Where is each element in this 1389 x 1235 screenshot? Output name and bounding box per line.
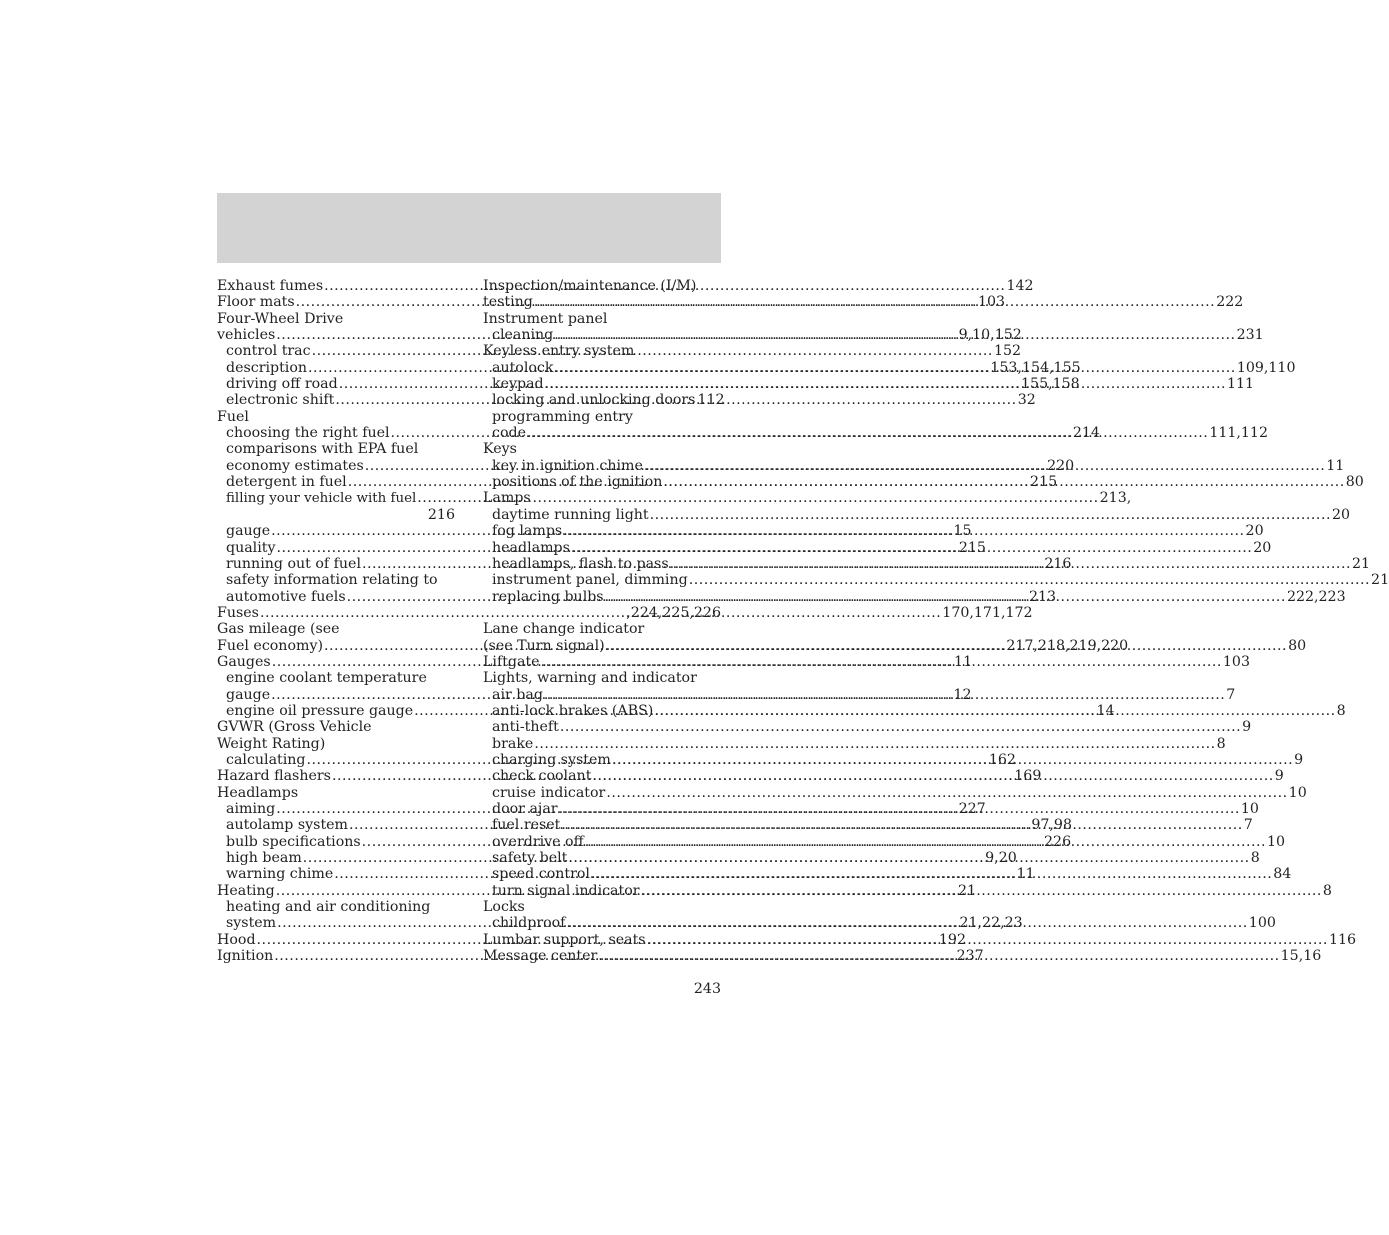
index-heading: Lamps [483, 490, 531, 507]
index-term: (see Turn signal) [483, 637, 605, 654]
index-subentry [483, 784, 1307, 801]
page-ref: 220 [1047, 457, 1075, 474]
page-ref: 10 [1288, 784, 1307, 801]
index-term: gauge [226, 686, 271, 703]
index-heading: Locks [483, 899, 525, 916]
page-ref: 112 [697, 392, 725, 409]
index-term: replacing bulbs [492, 588, 604, 605]
dot-leader [591, 866, 1272, 882]
page-ref: 214 [1072, 425, 1100, 442]
dot-leader [612, 752, 1293, 768]
page-ref: 142 [1006, 278, 1034, 294]
index-term: door ajar [492, 801, 558, 817]
index-term: Exhaust fumes [217, 278, 324, 294]
page-ref: 162 [988, 751, 1016, 768]
dot-leader [598, 948, 1279, 964]
dot-leader [560, 719, 1241, 735]
index-term: aiming [226, 801, 276, 817]
index-term: electronic shift [226, 392, 335, 409]
index-term: anti-lock brakes (ABS) [492, 702, 654, 719]
dot-leader [592, 768, 1273, 784]
page-ref: 97,98 [1031, 817, 1072, 834]
index-subentry [483, 392, 725, 409]
page-ref: 12 [953, 686, 972, 703]
dot-leader [563, 523, 1244, 539]
page-ref: 237 [956, 948, 984, 965]
index-subentry [483, 719, 1252, 736]
index-term: automotive fuels [226, 588, 346, 605]
index-subheading: programming entry [492, 408, 633, 425]
index-term: bulb specifications [226, 833, 361, 850]
page-ref: 80 [1345, 474, 1364, 491]
index-heading: Instrument panel [483, 310, 608, 327]
index-subheading: engine coolant temperature [226, 670, 427, 687]
page-number: 243 [693, 981, 721, 997]
dot-leader [566, 915, 1247, 931]
index-term: Hazard flashers [217, 768, 331, 785]
index-heading: Gas mileage (see [217, 621, 340, 638]
index-term: Liftgate [483, 653, 540, 670]
page-ref: 153,154,155 [990, 359, 1081, 376]
index-term: cruise indicator [492, 784, 606, 801]
index-term: system [226, 915, 277, 932]
index-term: running out of fuel [226, 555, 361, 572]
index-subheading: heating and air conditioning [226, 899, 431, 916]
index-term: cleaning [492, 327, 554, 344]
dot-leader [644, 458, 1325, 474]
index-term: air bag [492, 686, 543, 703]
dot-leader [641, 883, 1322, 899]
index-term: speed control [492, 866, 590, 883]
page-ref: 11 [954, 653, 973, 670]
index-heading: Keyless entry system [483, 343, 635, 360]
dot-leader [654, 703, 1335, 719]
dot-leader [534, 294, 1215, 310]
page-ref: 80 [1288, 637, 1307, 654]
index-subheading: comparisons with EPA fuel [226, 441, 419, 458]
page-ref: 9 [1294, 751, 1304, 768]
index-term: testing [483, 294, 533, 311]
page-ref: 15,16 [1280, 948, 1322, 965]
dot-leader [545, 376, 1226, 392]
page-ref: 213, [1099, 490, 1132, 507]
dot-leader [650, 507, 1331, 523]
index-term: headlamps, flash to pass [492, 555, 669, 572]
page-ref: 215 [1030, 474, 1058, 491]
page-ref: 8 [1336, 702, 1346, 719]
page-ref: 169 [1014, 768, 1042, 785]
page-ref: 8 [1216, 735, 1226, 752]
index-term: gauge [226, 523, 271, 540]
dot-leader [534, 736, 1215, 752]
page-ref: 7 [1226, 686, 1236, 703]
index-term: turn signal indicator [492, 882, 640, 899]
index-term: anti-theft [492, 719, 559, 736]
index-term: Lumbar support, seats [483, 931, 646, 948]
page-ref: 8 [1322, 882, 1332, 899]
page-ref: 226 [1044, 833, 1072, 850]
index-term: headlamps [492, 539, 570, 556]
page-ref: 9,20 [985, 850, 1017, 867]
index-term: positions of the ignition [492, 474, 663, 491]
index-heading: Headlamps [217, 784, 299, 801]
page-ref: 109,110 [1236, 359, 1296, 376]
page-ref: 103 [978, 294, 1006, 311]
index-term: check coolant [492, 768, 592, 785]
page-ref: 100 [1248, 915, 1276, 932]
index-heading: Inspection/maintenance (I/M) [483, 278, 697, 294]
page-ref: 227 [958, 801, 986, 817]
page-ref: 21,22,23 [959, 915, 1023, 932]
page-ref: 215 [958, 539, 986, 556]
index-subentry [483, 506, 1351, 523]
dot-leader [663, 474, 1344, 490]
index-term: overdrive off [492, 833, 584, 850]
dot-leader [554, 360, 1235, 376]
index-term: quality [226, 539, 276, 556]
page-ref: 192 [938, 931, 966, 948]
dot-leader [647, 932, 1328, 948]
index-term: locking and unlocking doors [492, 392, 696, 409]
index-term: safety belt [492, 850, 568, 867]
page-ref: 222,223 [1286, 588, 1346, 605]
index-term: economy estimates [226, 457, 364, 474]
dot-leader [606, 785, 1287, 801]
index-term: Hood [217, 931, 256, 948]
dot-leader [554, 327, 1235, 343]
page-ref: 9 [1242, 719, 1252, 736]
page-ref: 222 [1216, 294, 1244, 311]
page-ref: 216 [1044, 555, 1072, 572]
index-term: childproof [492, 915, 566, 932]
index-term: control trac [226, 343, 311, 360]
dot-leader [568, 850, 1249, 866]
index-subentry [483, 735, 1226, 752]
page-ref: 217,218,219,220 [1006, 637, 1129, 654]
index-heading: Four-Wheel Drive [217, 310, 344, 327]
index-subentry [483, 572, 1389, 589]
page-ref: 11 [1016, 866, 1035, 883]
dot-leader [585, 834, 1266, 850]
index-term: charging system [492, 751, 611, 768]
index-term: daytime running light [492, 506, 649, 523]
page-ref: 14 [1096, 702, 1115, 719]
index-heading: Lights, warning and indicator [483, 670, 697, 687]
page-ref: 8 [1250, 850, 1260, 867]
page-ref: 10 [1267, 833, 1286, 850]
index-subheading: safety information relating to [226, 572, 438, 589]
dot-leader [670, 556, 1351, 572]
page-ref: 152 [993, 343, 1022, 360]
page-ref: 20 [1245, 523, 1264, 540]
page-ref: 10 [1240, 801, 1259, 817]
index-term: fuel reset [492, 817, 561, 834]
page-ref: 84 [1273, 866, 1292, 883]
dot-leader [561, 817, 1242, 833]
dot-leader [689, 572, 1370, 588]
index-term: warning chime [226, 866, 334, 883]
page-ref: 103 [1222, 653, 1250, 670]
index-continuation: ,224,225,226 [626, 604, 721, 621]
index-term: fog lamps [492, 523, 563, 540]
page-ref: 155,158 [1021, 376, 1080, 393]
dot-leader [541, 654, 1222, 670]
page-ref: 21 [958, 882, 977, 899]
index-term: detergent in fuel [226, 474, 347, 491]
index-term: description [226, 359, 308, 376]
page-ref: 21 [1351, 555, 1371, 572]
index-term: high beam [226, 850, 302, 867]
index-term: autolamp system [226, 817, 349, 834]
dot-leader [571, 540, 1252, 556]
index-term: Fuel economy) [217, 637, 323, 654]
index-heading: Fuel [217, 408, 249, 425]
index-term: instrument panel, dimming [492, 572, 688, 589]
page-ref: 11 [1326, 457, 1345, 474]
index-term: vehicles [217, 327, 276, 344]
page-ref: 231 [1236, 327, 1264, 344]
page-ref: 7 [1243, 817, 1253, 834]
index-term: engine oil pressure gauge [226, 702, 414, 719]
page-ref: 15 [953, 523, 972, 540]
index-heading: Weight Rating) [217, 735, 326, 752]
index-continuation: 216 [427, 506, 455, 523]
index-term: Floor mats [217, 294, 295, 311]
index-term: Heating [217, 882, 275, 899]
page-ref: 20 [1253, 539, 1272, 556]
index-heading: GVWR (Gross Vehicle [217, 719, 372, 736]
index-heading: Lane change indicator [483, 621, 645, 638]
index-term: filling your vehicle with fuel [226, 491, 417, 507]
dot-leader [527, 425, 1208, 441]
index-term: keypad [492, 376, 544, 393]
index-term: Message center [483, 948, 598, 965]
page-ref: 213 [1028, 588, 1057, 605]
index-term: Gauges [217, 653, 271, 670]
dot-leader [606, 638, 1287, 654]
index-term: autolock [492, 359, 554, 376]
index-term: Ignition [217, 948, 274, 965]
page-ref: 116 [1328, 931, 1357, 948]
page-ref: 111,112 [1209, 425, 1268, 442]
page-ref: 9 [1274, 768, 1284, 785]
dot-leader [605, 589, 1286, 605]
index-term: brake [492, 735, 534, 752]
page-ref: 20 [1331, 506, 1351, 523]
page-ref: 111 [1226, 376, 1255, 393]
page-ref: 170,171,172 [942, 604, 1033, 621]
index-term: choosing the right fuel [226, 425, 390, 442]
header-band [217, 193, 721, 263]
index-term: Fuses [217, 604, 259, 621]
page-ref: 32 [1017, 392, 1036, 409]
dot-leader [559, 801, 1240, 817]
page-ref: 9,10,152 [958, 327, 1022, 344]
index-term: calculating [226, 751, 306, 768]
index-term: driving off road [226, 376, 338, 393]
index-term: key in ignition chime [492, 457, 643, 474]
dot-leader [544, 687, 1225, 703]
index-term: code [492, 425, 526, 442]
page-ref: 21 [1371, 572, 1389, 589]
index-heading: Keys [483, 441, 517, 458]
